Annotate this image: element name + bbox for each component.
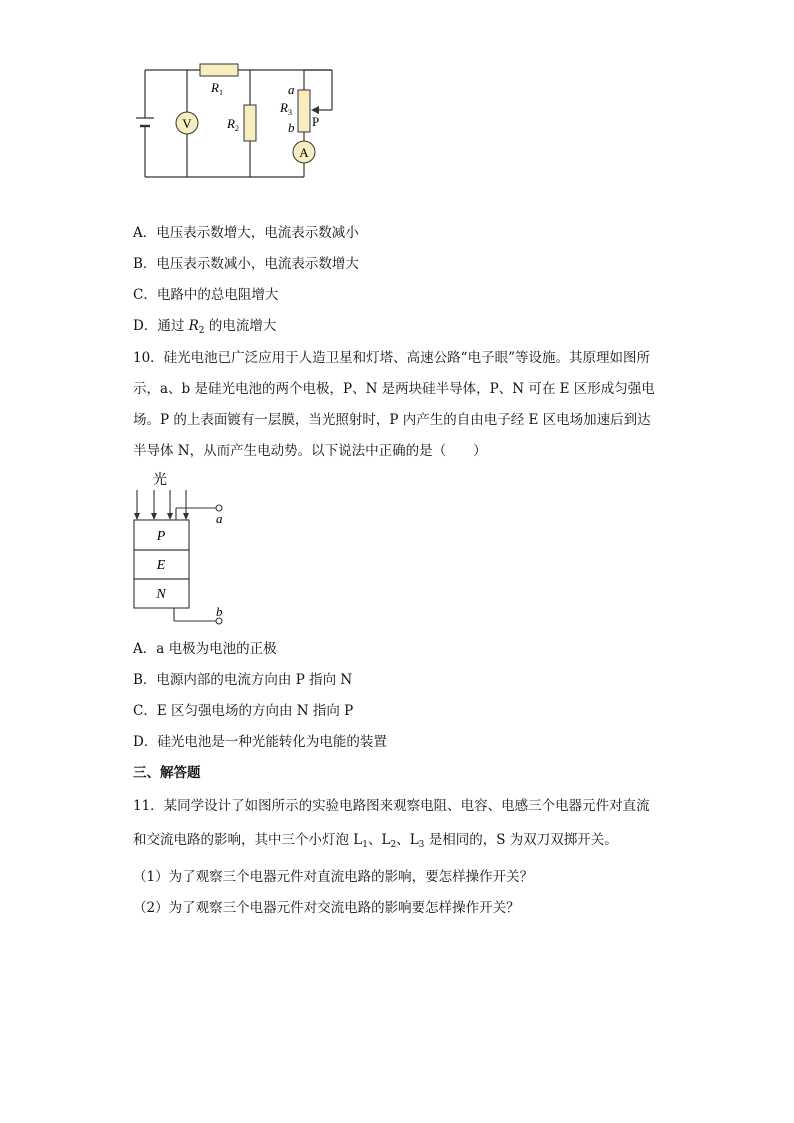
rheostat-r3 — [298, 90, 310, 132]
label-a: a — [288, 82, 295, 97]
q9-option-b: B．电压表示数减小，电流表示数增大 — [133, 256, 359, 272]
q10-line-4: 半导体 N，从而产生电动势。以下说法中正确的是（ ） — [133, 443, 487, 459]
terminal-a-label: a — [216, 511, 223, 526]
q10-option-a: A．a 电极为电池的正极 — [133, 641, 277, 657]
q10-option-b: B．电源内部的电流方向由 P 指向 N — [133, 672, 353, 688]
q10-option-c: C．E 区匀强电场的方向由 N 指向 P — [133, 703, 354, 719]
resistor-r2 — [244, 105, 256, 141]
q10-line-1: 10．硅光电池已广泛应用于人造卫星和灯塔、高速公路“电子眼”等设施。其原理如图所 — [133, 350, 650, 366]
q11-subquestion-1: （1）为了观察三个电器元件对直流电路的影响，要怎样操作开关？ — [133, 869, 534, 885]
q10-line-3: 场。P 的上表面镀有一层膜，当光照射时，P 内产生的自由电子经 E 区电场加速后到达 — [133, 412, 651, 428]
label-p: P — [312, 114, 320, 129]
q11-line-1: 11．某同学设计了如图所示的实验电路图来观察电阻、电容、电感三个电器元件对直流 — [133, 798, 650, 814]
light-label: 光 — [153, 473, 167, 488]
q9-option-d: D．通过 $R_2$ 的电流增大 — [133, 318, 277, 336]
voltmeter-label: V — [182, 116, 192, 131]
q10-line-2: 示，a、b 是硅光电池的两个电极，P、N 是两块硅半导体，P、N 可在 E 区形成匀强电 — [133, 381, 655, 397]
layer-e-label: E — [156, 558, 166, 573]
layer-n-label: N — [156, 587, 166, 602]
label-r2: $R_2$ — [227, 116, 239, 133]
label-r3: $R_3$ — [280, 100, 292, 117]
q11-subquestion-2: （2）为了观察三个电器元件对交流电路的影响要怎样操作开关？ — [133, 900, 520, 916]
label-r1: $R_1$ — [211, 80, 223, 97]
label-b: b — [288, 120, 295, 135]
q11-line-2: 和交流电路的影响，其中三个小灯泡 $L_1$、$L_2$、$L_3$ 是相同的，S 为双刀双掷开关。 — [133, 832, 618, 850]
terminal-b-label: b — [216, 604, 223, 619]
q10-option-d: D．硅光电池是一种光能转化为电能的装置 — [133, 734, 387, 750]
resistor-r1 — [200, 64, 238, 76]
slider-arrow-icon — [311, 106, 319, 114]
q9-option-a: A．电压表示数增大，电流表示数减小 — [133, 225, 359, 241]
silicon-cell-diagram — [125, 468, 235, 628]
ammeter-label: A — [299, 145, 309, 160]
layer-p-label: P — [156, 529, 166, 544]
q9-option-c: C．电路中的总电阻增大 — [133, 287, 279, 303]
circuit-diagram — [130, 50, 360, 190]
section-heading: 三、解答题 — [133, 765, 201, 781]
